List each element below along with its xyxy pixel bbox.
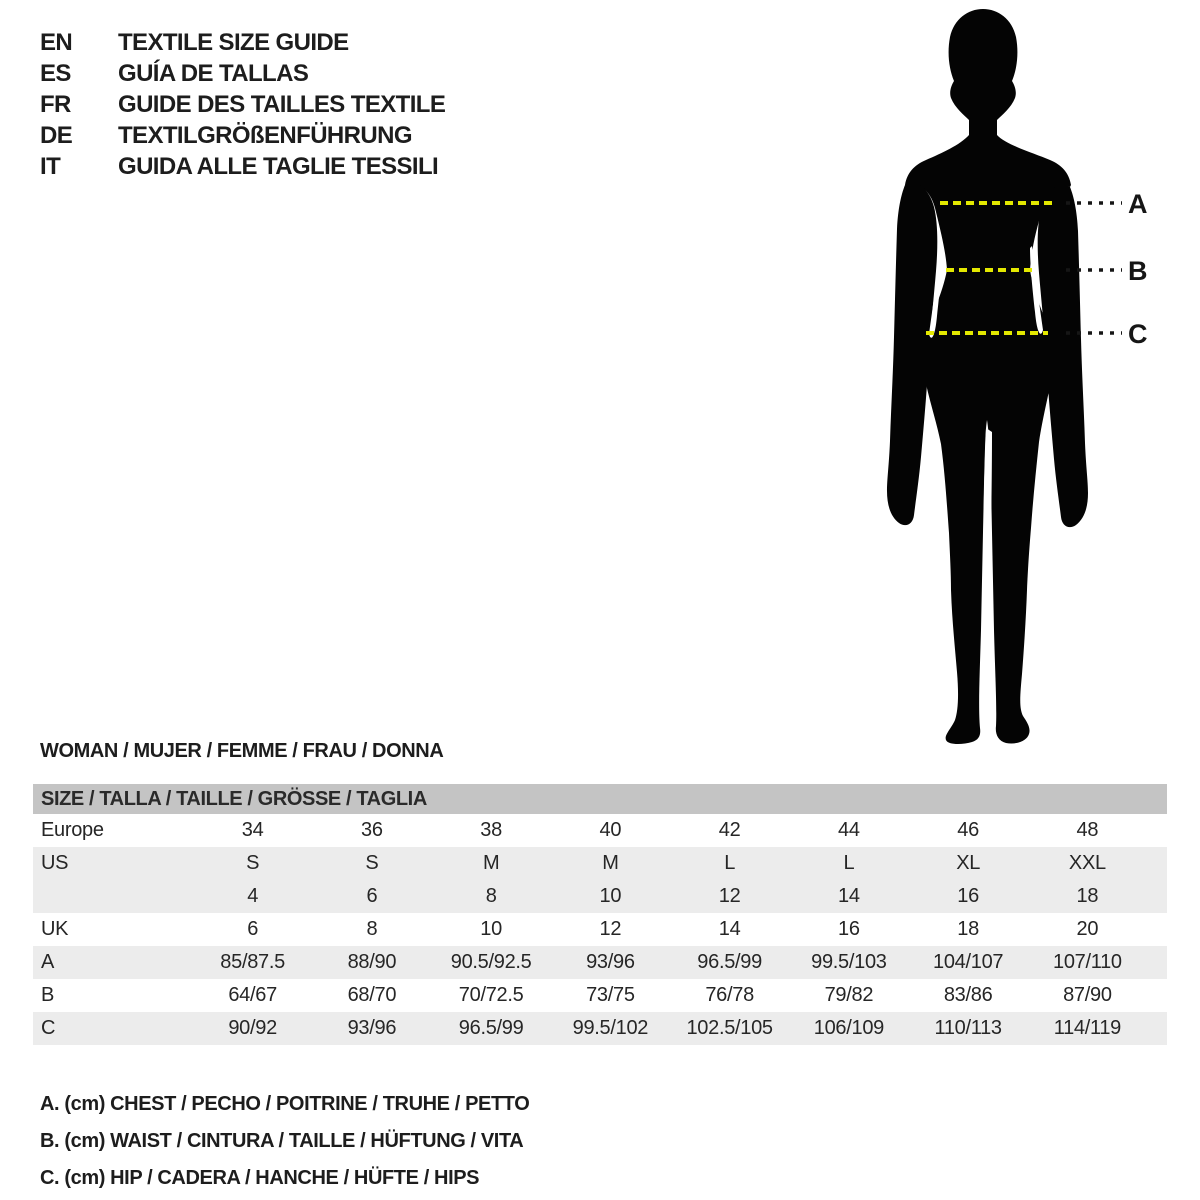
table-cell: 8 <box>485 885 497 907</box>
table-cell: 20 <box>1076 918 1099 940</box>
table-cell: 14 <box>718 918 741 940</box>
table-cell: 16 <box>838 918 860 940</box>
legend-line: C. (cm) HIP / CADERA / HANCHE / HÜFTE / HIPS <box>40 1167 480 1189</box>
table-cell: 18 <box>1076 885 1099 907</box>
table-cell: 106/109 <box>813 1017 884 1039</box>
language-title: TEXTILE SIZE GUIDE <box>118 28 349 56</box>
table-row <box>33 1012 1167 1045</box>
language-code: DE <box>40 121 73 149</box>
language-row <box>40 58 445 89</box>
table-row <box>33 880 1167 913</box>
size-table-header: SIZE / TALLA / TAILLE / GRÖSSE / TAGLIA <box>33 784 1167 814</box>
table-cell: 14 <box>838 885 860 907</box>
row-label: C <box>41 1017 56 1039</box>
table-cell: L <box>843 852 855 874</box>
table-cell: 6 <box>247 918 259 940</box>
table-cell: 16 <box>957 885 979 907</box>
language-code: IT <box>40 152 61 180</box>
table-cell: 76/78 <box>705 984 754 1006</box>
table-cell: 12 <box>599 918 622 940</box>
table-cell: L <box>724 852 736 874</box>
waist-label: B <box>1128 256 1148 286</box>
table-row <box>33 913 1167 946</box>
table-cell: M <box>482 852 500 874</box>
table-row <box>33 814 1167 847</box>
table-cell: 93/96 <box>347 1017 397 1039</box>
language-code: EN <box>40 28 73 56</box>
table-cell: 96.5/99 <box>458 1017 524 1039</box>
language-title: GUIDA ALLE TAGLIE TESSILI <box>118 152 439 180</box>
table-cell: 70/72.5 <box>458 984 524 1006</box>
language-row <box>40 120 445 151</box>
table-cell: 96.5/99 <box>697 951 762 973</box>
language-title: TEXTILGRÖßENFÜHRUNG <box>118 121 412 149</box>
language-row <box>40 27 445 58</box>
language-title: GUÍA DE TALLAS <box>118 59 309 87</box>
table-cell: 110/113 <box>934 1017 1002 1039</box>
table-cell: 10 <box>480 918 502 940</box>
table-cell: 18 <box>957 918 979 940</box>
table-row <box>33 979 1167 1012</box>
table-cell: 4 <box>247 885 259 907</box>
table-cell: 107/110 <box>1053 951 1122 973</box>
table-cell: 79/82 <box>824 984 874 1006</box>
table-cell: 12 <box>718 885 741 907</box>
chest-label: A <box>1128 189 1148 219</box>
table-cell: 114/119 <box>1053 1017 1121 1039</box>
row-label: UK <box>41 918 69 940</box>
table-cell: 42 <box>718 819 741 841</box>
hip-label: C <box>1128 319 1148 349</box>
language-row <box>40 89 445 120</box>
table-cell: 88/90 <box>347 951 397 973</box>
table-cell: S <box>246 852 260 874</box>
table-cell: 40 <box>599 819 622 841</box>
table-cell: 6 <box>366 885 378 907</box>
language-code: ES <box>40 59 71 87</box>
table-cell: 48 <box>1076 819 1099 841</box>
row-label: Europe <box>41 819 104 841</box>
woman-silhouette-figure <box>880 8 1170 756</box>
size-table-body <box>33 814 1167 1045</box>
table-cell: M <box>602 852 619 874</box>
table-cell: 38 <box>480 819 502 841</box>
table-cell: 64/67 <box>228 984 277 1006</box>
table-cell: 10 <box>599 885 622 907</box>
legend-line: A. (cm) CHEST / PECHO / POITRINE / TRUHE / PETTO <box>40 1093 530 1115</box>
row-label: B <box>41 984 55 1006</box>
table-cell: 34 <box>241 819 264 841</box>
table-cell: 8 <box>366 918 378 940</box>
table-cell: 93/96 <box>586 951 635 973</box>
legend-line: B. (cm) WAIST / CINTURA / TAILLE / HÜFTUNG / VITA <box>40 1130 524 1152</box>
table-cell: 46 <box>957 819 979 841</box>
table-cell: 90.5/92.5 <box>450 951 532 973</box>
row-label: US <box>41 852 69 874</box>
row-label: A <box>41 951 55 973</box>
table-cell: 87/90 <box>1063 984 1112 1006</box>
language-row <box>40 151 445 182</box>
measurement-legend <box>40 1086 529 1197</box>
between-legs-gap <box>983 428 992 732</box>
table-cell: S <box>365 852 379 874</box>
table-cell: 99.5/103 <box>811 951 887 973</box>
size-table <box>33 784 1167 1045</box>
table-cell: 85/87.5 <box>220 951 285 973</box>
table-cell: 83/86 <box>943 984 993 1006</box>
table-cell: 104/107 <box>933 951 1004 973</box>
table-cell: XXL <box>1068 852 1106 874</box>
language-list <box>40 27 445 182</box>
table-cell: 102.5/105 <box>686 1017 773 1039</box>
table-cell: XL <box>956 852 981 874</box>
table-cell: 73/75 <box>586 984 635 1006</box>
table-cell: 68/70 <box>347 984 397 1006</box>
table-cell: 90/92 <box>228 1017 277 1039</box>
language-title: GUIDE DES TAILLES TEXTILE <box>118 90 446 118</box>
table-row <box>33 946 1167 979</box>
table-row <box>33 847 1167 880</box>
table-cell: 99.5/102 <box>572 1017 649 1039</box>
language-code: FR <box>40 90 71 118</box>
table-cell: 44 <box>838 819 860 841</box>
table-cell: 36 <box>361 819 383 841</box>
section-title: WOMAN / MUJER / FEMME / FRAU / DONNA <box>40 740 444 762</box>
